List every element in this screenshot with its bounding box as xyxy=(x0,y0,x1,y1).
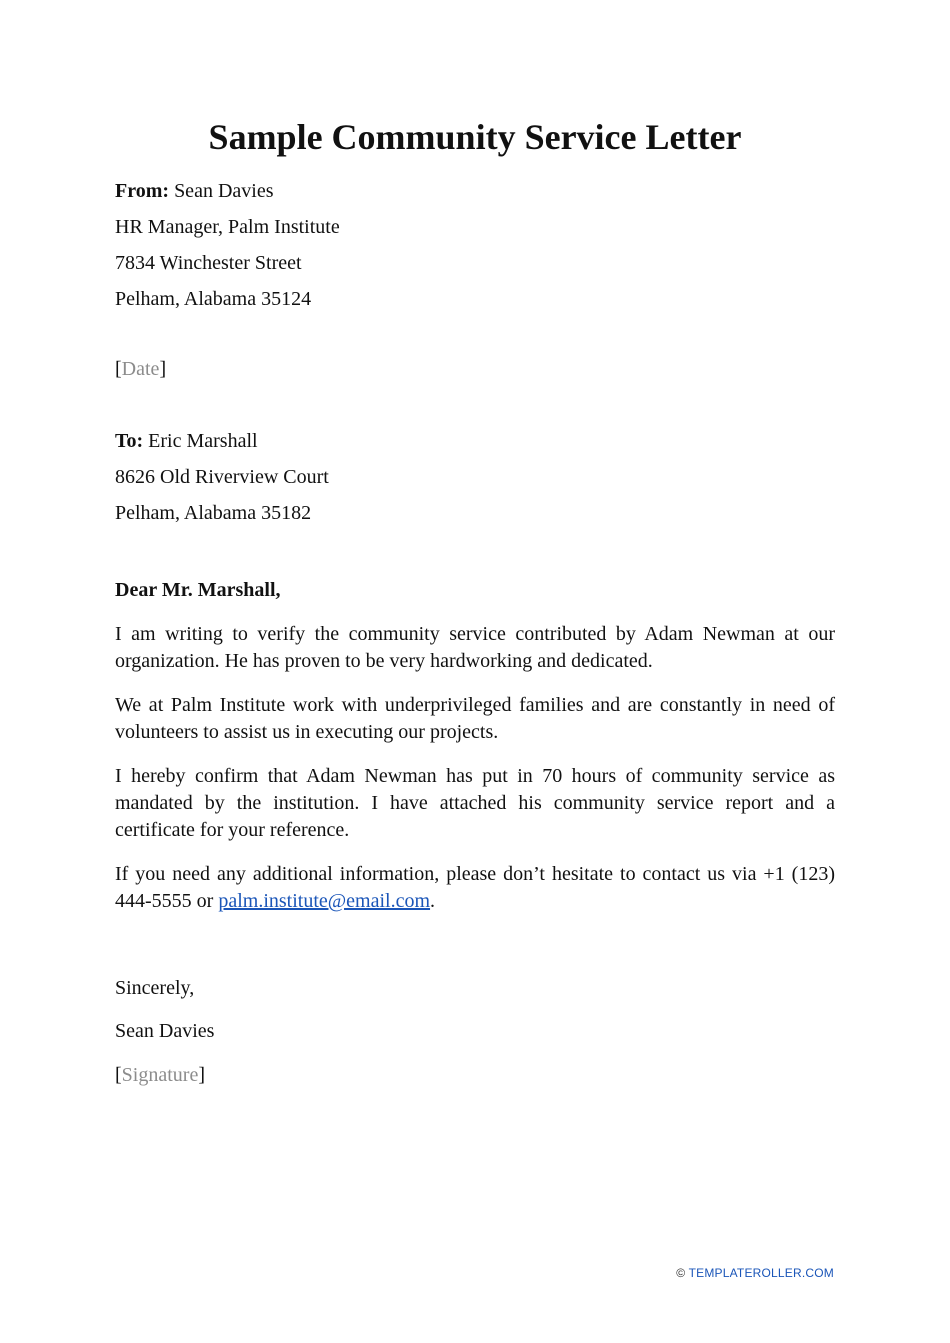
date-field[interactable]: [Date] xyxy=(115,358,167,380)
salutation-block xyxy=(115,572,835,608)
sender-city: Pelham, Alabama 35124 xyxy=(115,288,312,310)
recipient-street: 8626 Old Riverview Court xyxy=(115,466,329,488)
signature-placeholder: Signature xyxy=(121,1064,199,1086)
signer-name: Sean Davies xyxy=(115,1020,215,1042)
recipient-city: Pelham, Alabama 35182 xyxy=(115,502,312,524)
signature-field[interactable]: [Signature] xyxy=(115,1064,205,1086)
sender-name: Sean Davies xyxy=(174,180,274,202)
sender-block xyxy=(115,173,835,317)
signature-block xyxy=(115,1057,835,1093)
copyright-symbol: © xyxy=(676,1266,686,1280)
body-paragraph-2: We at Palm Institute work with underprivileged families and are constantly in need of volunteers to assist us in executing our projects. xyxy=(115,694,835,743)
valediction: Sincerely, xyxy=(115,977,195,999)
body-paragraph-4: If you need any additional information, please don’t hesitate to contact us via +1 (123) 444-5555 or palm.institute@email.com. xyxy=(115,863,835,912)
closing-block xyxy=(115,970,835,1006)
to-label: To: xyxy=(115,430,144,452)
from-label: From: xyxy=(115,180,170,202)
body-paragraph-1: I am writing to verify the community service contributed by Adam Newman at our organization. He has proven to be very hardworking and dedicated. xyxy=(115,623,835,672)
email-link[interactable]: palm.institute@email.com xyxy=(218,890,431,912)
recipient-block xyxy=(115,423,835,531)
sender-name-line xyxy=(115,173,835,209)
recipient-name-line xyxy=(115,423,835,459)
signer-block xyxy=(115,1013,835,1049)
footer-brand xyxy=(676,1266,834,1280)
recipient-name: Eric Marshall xyxy=(148,430,258,452)
sender-position: HR Manager, Palm Institute xyxy=(115,216,340,238)
body-paragraph-3: I hereby confirm that Adam Newman has put in 70 hours of community service as mandated by the institution. I have attached his community service report and a certificate for your reference. xyxy=(115,765,835,841)
templateroller-link[interactable]: TEMPLATEROLLER.COM xyxy=(688,1266,834,1280)
contact-text: If you need any additional information, please don’t hesitate to contact us via +1 (123) 444-5555 or xyxy=(115,863,835,912)
document-title: Sample Community Service Letter xyxy=(208,117,742,157)
date-block xyxy=(115,351,835,387)
salutation: Dear Mr. Marshall, xyxy=(115,579,281,601)
sender-street: 7834 Winchester Street xyxy=(115,252,302,274)
date-placeholder: Date xyxy=(121,358,160,380)
